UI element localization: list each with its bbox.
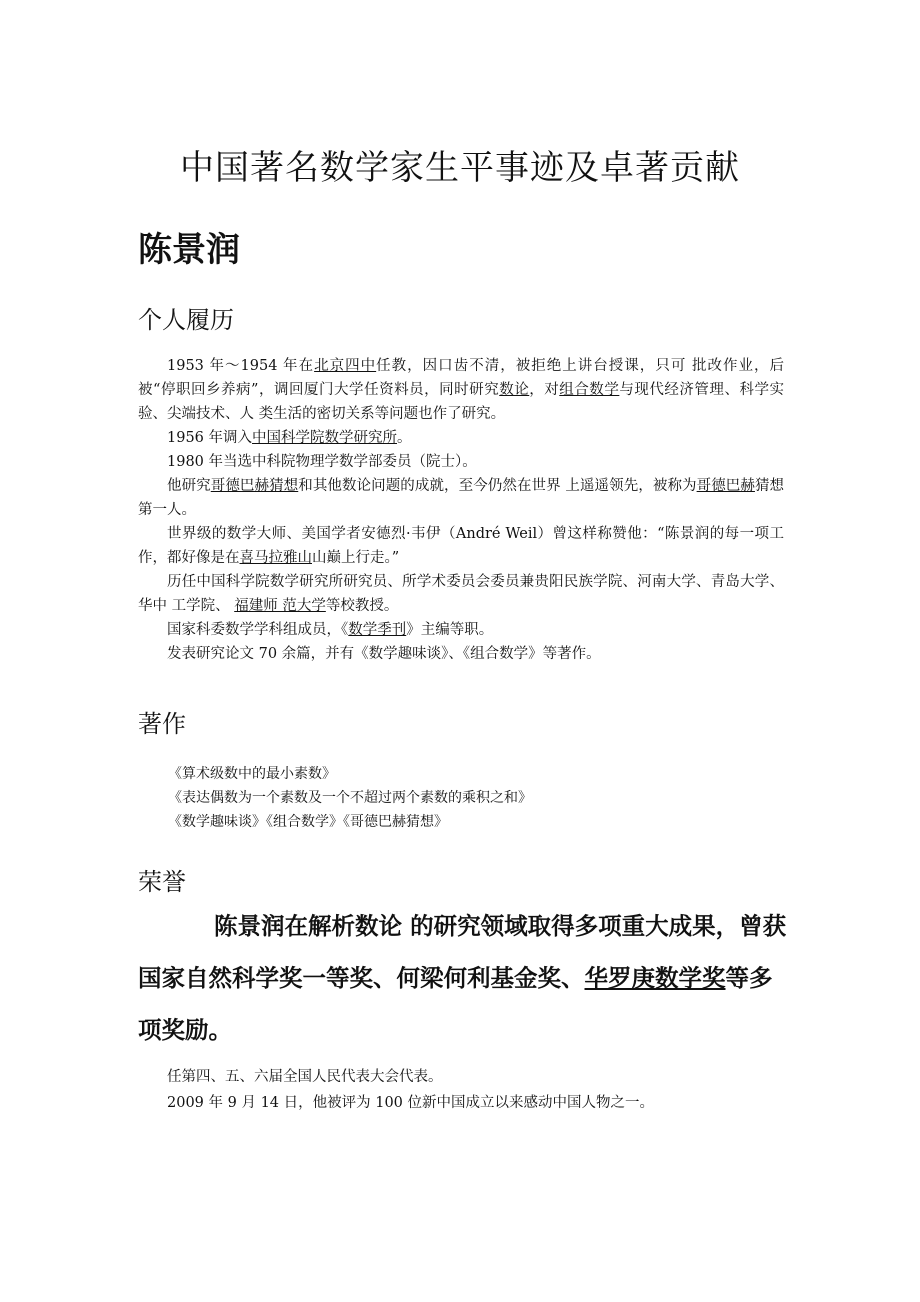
- link-combinatorics[interactable]: 组合数学: [559, 382, 620, 398]
- honor-details: [138, 1064, 784, 1116]
- honor-heading: 荣誉: [138, 868, 186, 896]
- honor-highlight: [138, 900, 788, 1056]
- link-himalaya[interactable]: 喜马拉雅山: [239, 550, 312, 566]
- list-item: 《数学趣味谈》《组合数学》《哥德巴赫猜想》: [168, 814, 448, 830]
- text: 和其他数论问题的成就，至今仍然在世界 上遥遥领先，被称为: [298, 478, 697, 494]
- resume-paragraph-3: 1980 年当选中科院物理学数学部委员（院士）。: [167, 454, 477, 470]
- text: 任教，因口齿不清，被拒绝上讲台授课，只可 批改作业，后被“停职回乡养病”，调回厦门大学任资料员，同时研究: [138, 358, 785, 398]
- document-title: 中国著名数学家生平事迹及卓著贡献: [180, 148, 740, 188]
- list-item: 《表达偶数为一个素数及一个不超过两个素数的乘积之和》: [168, 790, 532, 806]
- text: 1953 年～1954 年在: [167, 358, 315, 374]
- person-name: 陈景润: [138, 230, 240, 270]
- text: 等多项奖励。: [138, 964, 773, 1044]
- honor-paragraph-1: 任第四、五、六届全国人民代表大会代表。: [167, 1069, 443, 1085]
- link-hua-luogeng-prize[interactable]: 华罗庚数学奖: [584, 964, 726, 992]
- text: 世界级的数学大师、美国学者安德烈·韦伊（André Weil）曾这样称赞他：“陈景润的每一项工作，都好像是在: [138, 526, 784, 566]
- resume-paragraph-1: [138, 354, 784, 426]
- text: 1956 年调入: [167, 430, 253, 446]
- resume-paragraph-5: [138, 522, 784, 570]
- resume-heading: 个人履历: [138, 306, 234, 334]
- text: 等校教授。: [325, 598, 399, 614]
- text: ，对: [529, 382, 560, 398]
- text: 陈景润在解析数论 的研究领域取得多项重大成果，曾获国家自然科学奖一等奖、何梁何利基金奖、: [138, 912, 787, 992]
- link-goldbach[interactable]: 哥德巴赫: [696, 478, 755, 494]
- works-heading: 著作: [138, 710, 186, 738]
- honor-paragraph-2: 2009 年 9 月 14 日，他被评为 100 位新中国成立以来感动中国人物之一。: [167, 1095, 655, 1111]
- resume-paragraph-7: [138, 618, 784, 642]
- resume-paragraph-4: [138, 474, 784, 522]
- link-cas-math-institute[interactable]: 中国科学院数学研究所: [252, 430, 398, 446]
- text: 》主编等职。: [406, 622, 494, 638]
- link-math-quarterly[interactable]: 数学季刊: [348, 622, 407, 638]
- text: 。: [397, 430, 412, 446]
- resume-section: [138, 354, 784, 666]
- text: 他研究: [167, 478, 211, 494]
- link-beijing-no4-middle-school[interactable]: 北京四中: [314, 358, 377, 374]
- link-number-theory[interactable]: 数论: [499, 382, 530, 398]
- works-list: [168, 762, 532, 834]
- link-fujian-normal-university[interactable]: 福建师 范大学: [234, 598, 326, 614]
- text: 历任中国科学院数学研究所研究员、所学术委员会委员兼贵阳民族学院、河南大学、青岛大学、华中 工学院、: [138, 574, 784, 614]
- resume-paragraph-6: [138, 570, 784, 618]
- text: 山巅上行走。”: [312, 550, 400, 566]
- list-item: 《算术级数中的最小素数》: [168, 766, 336, 782]
- text: 猜想第一人。: [138, 478, 785, 518]
- link-goldbach-conjecture[interactable]: 哥德巴赫猜想: [210, 478, 299, 494]
- text: 与现代经济管理、科学实验、尖端技术、人 类生活的密切关系等问题也作了研究。: [138, 382, 784, 422]
- text: 国家科委数学学科组成员，《: [167, 622, 349, 638]
- resume-paragraph-2: [138, 426, 784, 450]
- resume-paragraph-8: 发表研究论文 70 余篇，并有《数学趣味谈》、《组合数学》等著作。: [167, 646, 601, 662]
